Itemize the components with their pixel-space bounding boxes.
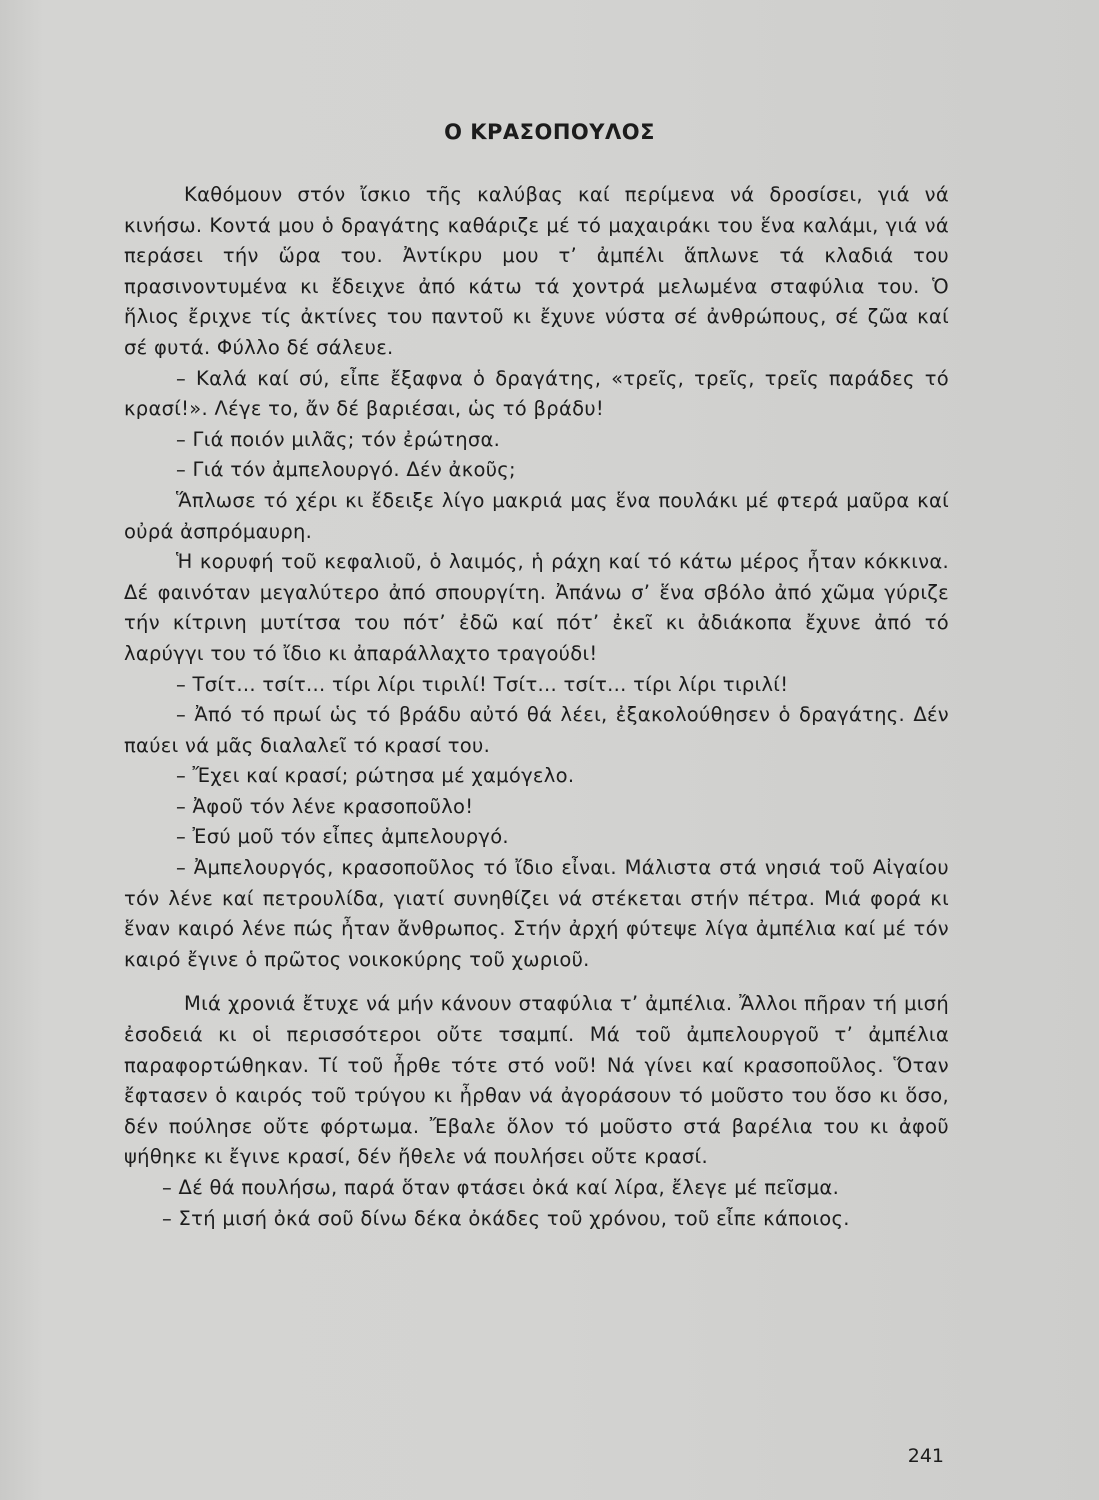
paragraph: – Καλά καί σύ, εἶπε ἔξαφνα ὁ δραγάτης, «τρεῖς, τρεῖς, τρεῖς παράδες τό κρασί!». Λέγε το, ἄν δέ βαριέσαι, ὡς τό βράδυ!: [124, 366, 949, 421]
paragraph: – Τσίτ... τσίτ... τίρι λίρι τιριλί! Τσίτ... τσίτ... τίρι λίρι τιριλί!: [176, 672, 789, 696]
paragraph: – Δέ θά πουλήσω, παρά ὅταν φτάσει ὀκά καί λίρα, ἔλεγε μέ πεῖσμα.: [162, 1176, 840, 1199]
paragraph: – Ἀφοῦ τόν λένε κρασοποῦλο!: [176, 794, 474, 818]
paragraph: Μιά χρονιά ἔτυχε νά μήν κάνουν σταφύλια τ’ ἀμπέλια. Ἄλλοι πῆραν τή μισή ἐσοδειά κι οἱ περισσότεροι οὔτε τσαμπί. Μά τοῦ ἀμπελουργοῦ τ’ ἀμπέλια παραφορτώθηκαν. Τί τοῦ ἦρθε τότε στό νοῦ! Νά γίνει καί κρασοποῦλος. Ὅταν ἔφτασεν ὁ καιρός τοῦ τρύγου κι ἦρθαν νά ἀγοράσουν τό μοῦστο του ὅσο κι ὅσο, δέν πούλησε οὔτε φόρτωμα. Ἔβαλε ὅλον τό μοῦστο στά βαρέλια του κι ἀφοῦ ψήθηκε κι ἔγινε κρασί, δέν ἤθελε νά πουλήσει οὔτε κρασί.: [124, 992, 949, 1169]
paragraph: – Γιά ποιόν μιλᾶς; τόν ἐρώτησα.: [176, 427, 501, 451]
paragraph: – Ἔχει καί κρασί; ρώτησα μέ χαμόγελο.: [176, 764, 575, 788]
paragraph: – Γιά τόν ἀμπελουργό. Δέν ἀκοῦς;: [176, 458, 516, 482]
paragraph: – Ἀπό τό πρωί ὡς τό βράδυ αὐτό θά λέει, ἐξακολούθησεν ὁ δραγάτης. Δέν παύει νά μᾶς διαλαλεῖ τό κρασί του.: [124, 703, 949, 757]
chapter-title: Ο ΚΡΑΣΟΠΟΥΛΟΣ: [444, 120, 655, 144]
paragraph: Ἅπλωσε τό χέρι κι ἔδειξε λίγο μακριά μας ἕνα πουλάκι μέ φτερά μαῦρα καί οὐρά ἀσπρόμαυρη.: [124, 488, 949, 543]
page-number: 241: [907, 1445, 944, 1467]
paragraph: – Στή μισή ὀκά σοῦ δίνω δέκα ὀκάδες τοῦ χρόνου, τοῦ εἶπε κάποιος.: [162, 1206, 850, 1230]
paragraph: Ἡ κορυφή τοῦ κεφαλιοῦ, ὁ λαιμός, ἡ ράχη καί τό κάτω μέρος ἦταν κόκκινα. Δέ φαινόταν μεγαλύτερο ἀπό σπουργίτη. Ἀπάνω σ’ ἕνα σβόλο ἀπό χῶμα γύριζε τήν κίτρινη μυτίτσα του πότ’ ἐδῶ καί πότ’ ἐκεῖ κι ἀδιάκοπα ἔχυνε ἀπό τό λαρύγγι του τό ἴδιο κι ἀπαράλλαχτο τραγούδι!: [124, 550, 949, 665]
paragraph: – Ἀμπελουργός, κρασοποῦλος τό ἴδιο εἶναι. Μάλιστα στά νησιά τοῦ Αἰγαίου τόν λένε καί πετρουλίδα, γιατί συνηθίζει νά στέκεται στήν πέτρα. Μιά φορά κι ἕναν καιρό λένε πώς ἦταν ἄνθρωπος. Στήν ἀρχή φύτεψε λίγα ἀμπέλια καί μέ τόν καιρό ἔγινε ὁ πρῶτος νοικοκύρης τοῦ χωριοῦ.: [124, 856, 949, 971]
paragraph: Καθόμουν στόν ἴσκιο τῆς καλύβας καί περίμενα νά δροσίσει, γιά νά κινήσω. Κοντά μου ὁ δραγάτης καθάριζε μέ τό μαχαιράκι του ἕνα καλάμι, γιά νά περάσει τήν ὥρα του. Ἀντίκρυ μου τ’ ἀμπέλι ἅπλωνε τά κλαδιά του πρασινοντυμένα κι ἔδειχνε ἀπό κάτω τά χοντρά μελωμένα σταφύλια του. Ὁ ἥλιος ἔριχνε τίς ἀκτίνες του παντοῦ κι ἔχυνε νύστα σέ ἀνθρώπους, σέ ζῶα καί σέ φυτά. Φύλλο δέ σάλευε.: [124, 183, 949, 359]
paragraph: – Ἐσύ μοῦ τόν εἶπες ἀμπελουργό.: [176, 825, 509, 849]
body-text: [124, 180, 949, 1234]
